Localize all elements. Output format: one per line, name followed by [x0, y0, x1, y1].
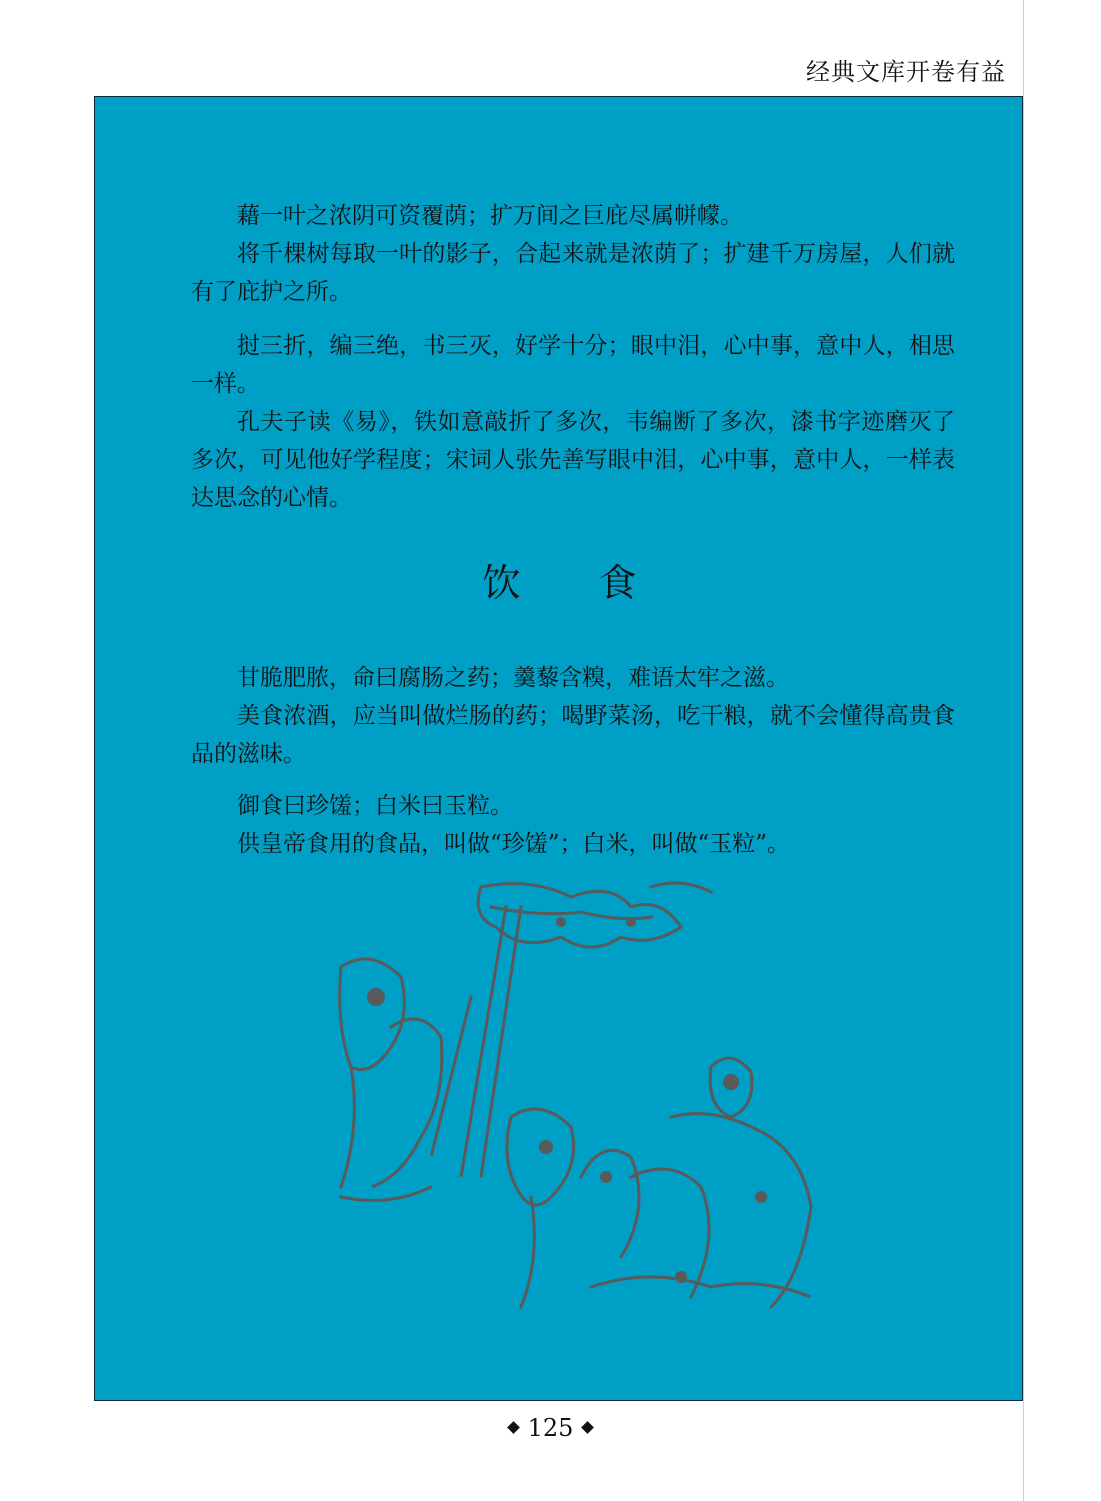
paragraph-explanation-3: 美食浓酒，应当叫做烂肠的药；喝野菜汤，吃干粮，就不会懂得高贵食品的滋味。 [191, 703, 955, 767]
page-edge-line [1023, 0, 1024, 1501]
paragraph-explanation-4: 供皇帝食用的食品，叫做“珍馐”；白米，叫做“玉粒”。 [237, 831, 791, 857]
page-number-value: 125 [527, 1414, 574, 1442]
couplet-block-4 [191, 787, 955, 863]
running-header-title: 经典文库开卷有益 [806, 58, 1006, 86]
paragraph-couplet-3: 甘脆肥脓，命曰腐肠之药；羹藜含糗，难语太牢之滋。 [237, 665, 789, 691]
paragraph-couplet-4: 御食曰珍馐；白米曰玉粒。 [237, 793, 513, 819]
couplet-block-2 [191, 327, 955, 517]
page-number [0, 1414, 1101, 1442]
woodcut-illustration [331, 877, 815, 1317]
paragraph-explanation-1: 将千棵树每取一叶的影子，合起来就是浓荫了；扩建千万房屋，人们就有了庇护之所。 [191, 241, 955, 305]
paragraph-couplet-1: 藉一叶之浓阴可资覆荫；扩万间之巨庇尽属帡幪。 [237, 203, 743, 229]
content-panel [94, 96, 1023, 1401]
couplet-block-1 [191, 197, 955, 311]
diamond-ornament-right-icon [582, 1421, 595, 1434]
diamond-ornament-left-icon [507, 1421, 520, 1434]
paragraph-couplet-2: 挝三折，编三绝，书三灭，好学十分；眼中泪，心中事，意中人，相思一样。 [191, 333, 955, 397]
paragraph-explanation-2: 孔夫子读《易》，铁如意敲折了多次，韦编断了多次，漆书字迹磨灭了多次，可见他好学程度；宋词人张先善写眼中泪，心中事，意中人，一样表达思念的心情。 [191, 409, 955, 511]
couplet-block-3 [191, 659, 955, 773]
section-title: 饮食 [482, 561, 715, 605]
